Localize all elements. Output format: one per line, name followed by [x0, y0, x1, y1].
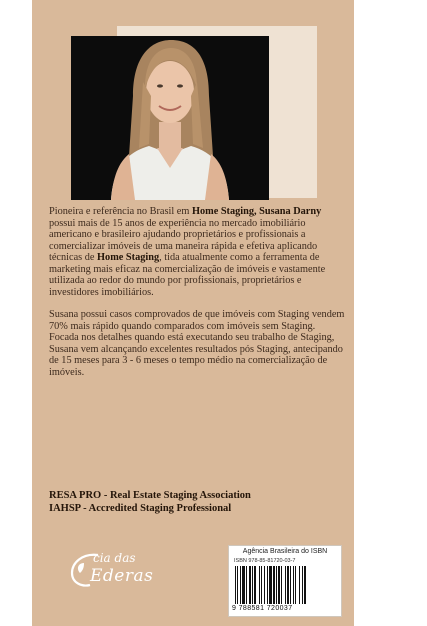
barcode-bar [235, 566, 236, 604]
barcode-bar [242, 566, 245, 604]
barcode-bar [287, 566, 289, 604]
barcode-bar [299, 566, 300, 604]
bio-text: , tida atualmente como a ferramenta de marketing mais eficaz na comercialização de imóveis e vastamente utilizada ao redor do mundo por profissionais, proprietários e investidores imobiliários. [49, 252, 326, 298]
barcode-digits: 9 788581 720037 [232, 605, 293, 612]
barcode-bar [264, 566, 265, 604]
barcode-bar [278, 566, 280, 604]
publisher-name-line2: Ederas [90, 566, 154, 586]
barcode-bar [293, 566, 294, 604]
bio-bold-text: Home Staging, Susana Darny [191, 206, 322, 217]
barcode-bar [295, 566, 296, 604]
barcode-bar [285, 566, 286, 604]
barcode-bar [273, 566, 275, 604]
author-biography [49, 206, 349, 378]
bio-paragraph-1 [49, 206, 349, 298]
credential-resa: RESA PRO - Real Estate Staging Association [49, 490, 251, 501]
barcode-bar [269, 566, 272, 604]
barcode-bar [281, 566, 282, 604]
barcode-bar [252, 566, 253, 604]
barcode [234, 566, 336, 604]
isbn-label [228, 545, 342, 617]
bio-paragraph-2: Susana possui casos comprovados de que imóveis com Staging vendem 70% mais rápido quando comparados com imóveis sem Staging. [49, 309, 345, 332]
publisher-logo [68, 547, 178, 595]
isbn-agency: Agência Brasileira do ISBN [242, 548, 328, 555]
credential-iahsp: IAHSP - Accredited Staging Professional [49, 503, 232, 514]
publisher-name-line1: cia das [93, 551, 136, 565]
barcode-bar [276, 566, 277, 604]
author-photo [71, 36, 269, 200]
credentials [49, 489, 349, 515]
barcode-bar [267, 566, 268, 604]
back-cover [32, 0, 354, 626]
bio-text: Pioneira e referência no Brasil em [49, 206, 192, 217]
author-portrait-illustration [71, 36, 269, 200]
barcode-bar [237, 566, 238, 604]
isbn-number: ISBN 978-85-81720-03-7 [234, 558, 296, 564]
barcode-bar [254, 566, 256, 604]
bio-text: possui mais de 15 anos de experiência no mercado imobiliário americano e brasileiro ajudando proprietários e profissionais a comercializar imóveis de uma maneira rápida e efetiva aplicando técnicas de [49, 217, 318, 263]
bio-paragraph-3: Focada nos detalhes quando está executando seu trabalho de Staging, Susana vem alcançando excelentes resultados pós Staging, antecipando de 15 meses para 3 - 6 meses o tempo médio na comercialização de imóveis. [49, 332, 343, 378]
barcode-bar [302, 566, 303, 604]
barcode-bar [240, 566, 241, 604]
barcode-bar [304, 566, 306, 604]
bio-bold-text: Home Staging [97, 252, 160, 263]
barcode-bar [290, 566, 291, 604]
barcode-bar [261, 566, 262, 604]
barcode-bar [259, 566, 260, 604]
barcode-bar [249, 566, 251, 604]
barcode-bar [246, 566, 247, 604]
